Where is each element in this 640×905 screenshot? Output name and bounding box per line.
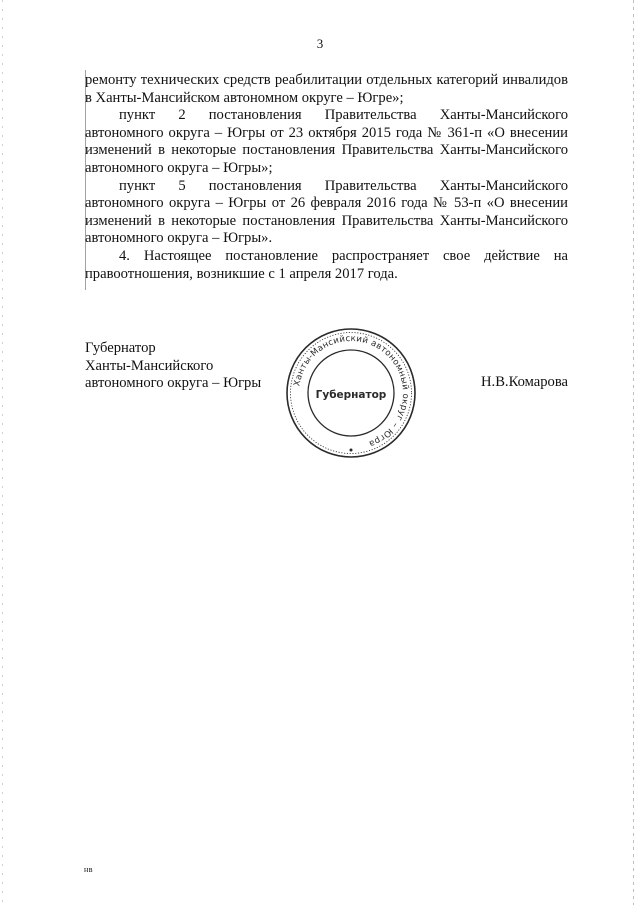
paragraph-1: ремонту технических средств реабилитации отдельных категорий инвалидов в Ханты-Мансийском автономном округе – Югре»; bbox=[85, 72, 568, 106]
signature-title-line-1: Губернатор bbox=[85, 340, 156, 356]
document-body bbox=[85, 72, 568, 283]
footer-initials: нв bbox=[84, 865, 94, 874]
seal-star-mark bbox=[350, 449, 353, 452]
scan-edge-left bbox=[2, 0, 3, 905]
seal-center-text: Губернатор bbox=[315, 389, 387, 401]
paragraph-2: пункт 2 постановления Правительства Ханты-Мансийского автономного округа – Югры от 23 октября 2015 года № 361-п «О внесении изменений в некоторые постановления Правительства Ханты-Мансийского автономного округа – Югры»; bbox=[85, 107, 568, 176]
official-seal bbox=[284, 326, 418, 460]
signatory-name: Н.В.Комарова bbox=[481, 374, 568, 390]
paragraph-4: 4. Настоящее постановление распространяет свое действие на правоотношения, возникшие с 1 апреля 2017 года. bbox=[85, 247, 568, 282]
scan-edge-right bbox=[633, 0, 634, 905]
seal-ring-text: Ханты-Мансийский автономный округ – Югра bbox=[292, 333, 411, 449]
signature-title bbox=[85, 340, 261, 393]
page-number: 3 bbox=[316, 36, 324, 51]
signature-title-line-2: Ханты-Мансийского bbox=[85, 357, 214, 374]
signature-title-line-3: автономного округа – Югры bbox=[85, 375, 262, 392]
paragraph-3: пункт 5 постановления Правительства Ханты-Мансийского автономного округа – Югры от 26 февраля 2016 года № 53-п «О внесении изменений в некоторые постановления Правительства Ханты-Мансийского автономного округа – Югры». bbox=[85, 177, 568, 247]
